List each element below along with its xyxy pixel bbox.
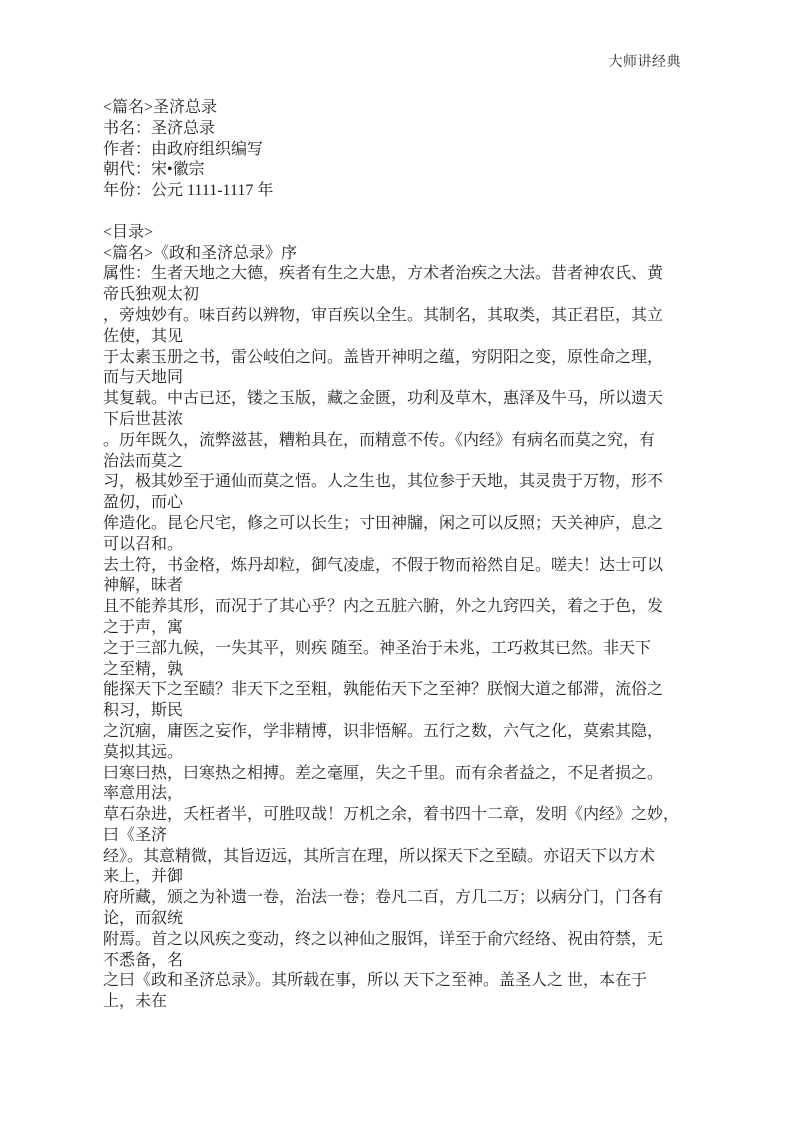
text-line: <篇名>《政和圣济总录》序 [103, 244, 298, 262]
text-line: 草石杂进，夭枉者半，可胜叹哉！万机之余，着书四十二章，发明《内经》之妙， [103, 806, 680, 824]
document-text [103, 98, 709, 1013]
text-line: 治法而莫之 [103, 452, 184, 470]
text-line: 属性：生者天地之大德，疾者有生之大患，方术者治疾之大法。昔者神农氏、黄 [103, 265, 664, 283]
text-line: ，旁烛妙有。味百药以辨物，审百疾以全生。其制名，其取类，其正君臣，其立 [103, 306, 664, 324]
text-line: 来上，并御 [103, 868, 184, 886]
text-line: 莫拟其远。 [103, 743, 184, 761]
text-line: 且不能养其形，而况于了其心乎？内之五脏六腑，外之九窍四关，着之于色，发 [103, 598, 664, 616]
text-line: 论，而叙统 [103, 910, 184, 928]
text-line: 神解，昧者 [103, 577, 184, 595]
text-line: 率意用法， [103, 785, 184, 803]
brand-header-text: 大师讲经典 [608, 55, 681, 70]
text-line: 之于三部九候，一失其平，则疾 随至。神圣治于未兆，工巧救其已然。非天下 [103, 639, 652, 657]
text-line: 府所藏，颁之为补遗一卷，治法一卷；卷凡二百，方几二万；以病分门，门各有 [103, 889, 664, 907]
text-line: 帝氏独观太初 [103, 286, 200, 304]
text-line: 经》。其意精微，其旨迈远，其所言在理，所以探天下之至赜。亦诏天下以方术 [103, 847, 656, 865]
text-line: 而与天地同 [103, 369, 184, 387]
text-line: 书名：圣济总录 [103, 119, 216, 137]
text-line: 作者：由政府组织编写 [103, 140, 264, 158]
text-line: 侔造化。昆仑尺宅，修之可以长生；寸田神牖，闲之可以反照；天关神庐，息之 [103, 514, 664, 532]
text-line: 下后世甚浓 [103, 410, 184, 428]
text-line: 曰《圣济 [103, 826, 168, 844]
text-line: 曰寒曰热，曰寒热之相搏。差之毫厘，失之千里。而有余者益之，不足者损之。 [103, 764, 664, 782]
text-line: 之曰《政和圣济总录》。其所载在事，所以 天下之至神。盖圣人之 世，本在于 [103, 972, 648, 990]
text-line: 年份：公元 1111-1117 年 [103, 182, 274, 200]
text-line: 佐使，其见 [103, 327, 184, 345]
text-line: 上，未在 [103, 993, 168, 1011]
text-line: 可以召和。 [103, 535, 184, 553]
text-line: 于太素玉册之书，雷公岐伯之问。盖皆开神明之蕴，穷阴阳之变，原性命之理， [103, 348, 664, 366]
body-block [103, 223, 709, 1013]
text-line: 之至精，孰 [103, 660, 184, 678]
text-line: 之沉痼，庸医之妄作，学非精博，识非悟解。五行之数，六气之化，莫索其隐， [103, 722, 664, 740]
text-line: 不悉备，名 [103, 951, 184, 969]
text-line: 附焉。首之以风疾之变动，终之以神仙之服饵，详至于俞穴经络、祝由符禁，无 [103, 930, 664, 948]
text-line: 盈仞，而心 [103, 494, 184, 512]
text-line: <目录> [103, 223, 154, 241]
text-line: 去土符，书金格，炼丹却粒，御气凌虚，不假于物而裕然自足。嗟夫！达士可以 [103, 556, 664, 574]
meta-block [103, 98, 709, 202]
text-line: 之于声，寓 [103, 618, 184, 636]
text-line: 。历年既久，流弊滋甚，糟粕具在，而精意不传。《内经》有病名而莫之究，有 [103, 431, 656, 449]
text-line: 积习，斯民 [103, 702, 184, 720]
text-line: 朝代：宋•徽宗 [103, 161, 205, 179]
text-line: 能探天下之至赜？非天下之至粗，孰能佑天下之至神？朕悯大道之郁滞，流俗之 [103, 681, 664, 699]
text-line: 其复载。中古已还，镂之玉版，藏之金匮，功利及草木，惠泽及牛马，所以遗天 [103, 390, 664, 408]
text-line: 习，极其妙至于通仙而莫之悟。人之生也，其位参于天地，其灵贵于万物，形不 [103, 473, 664, 491]
text-line: <篇名>圣济总录 [103, 99, 218, 116]
